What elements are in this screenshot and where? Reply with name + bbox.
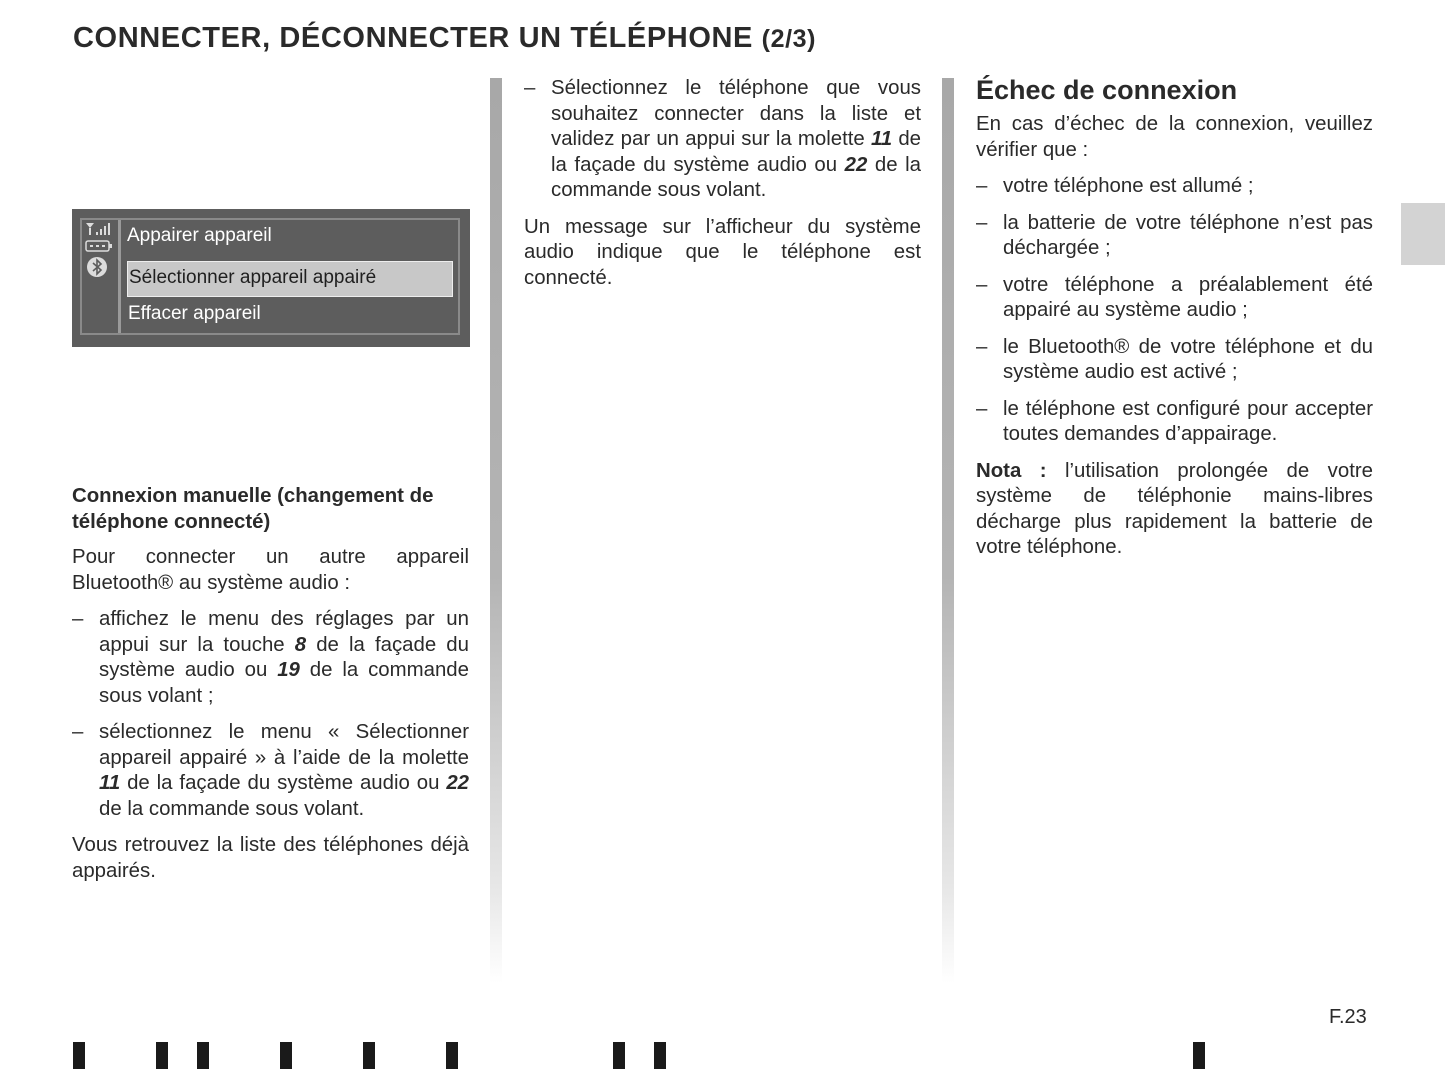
- page-number: F.23: [1329, 1006, 1367, 1028]
- list-item: – le téléphone est configuré pour accepter toutes demandes d’appairage.: [976, 397, 1373, 445]
- audio-display-screenshot: [72, 209, 470, 347]
- bluetooth-icon: [86, 256, 108, 278]
- column-left: [72, 484, 469, 895]
- manual-connection-steps: [72, 607, 469, 822]
- nota-label: Nota :: [976, 459, 1047, 482]
- crop-mark: [197, 1042, 209, 1069]
- page-part: (2/3): [761, 25, 817, 53]
- section-tab: [1401, 203, 1445, 265]
- column-divider-left: [490, 78, 502, 983]
- manual-connection-heading: Connexion manuelle (changement de téléphone connecté): [72, 485, 434, 533]
- crop-mark: [363, 1042, 375, 1069]
- menu-item-delete-device: Effacer appareil: [128, 303, 261, 324]
- page-title: CONNECTER, DÉCONNECTER UN TÉLÉPHONE (2/3): [73, 22, 817, 54]
- menu-item-selected-highlight: [127, 261, 453, 297]
- crop-mark: [613, 1042, 625, 1069]
- crop-mark: [446, 1042, 458, 1069]
- crop-mark: [73, 1042, 85, 1069]
- crop-mark: [156, 1042, 168, 1069]
- crop-mark: [654, 1042, 666, 1069]
- paired-list-note: Vous retrouvez la liste des téléphones déjà appairés.: [72, 834, 469, 882]
- list-item: – Sélectionnez le téléphone que vous souhaitez connecter dans la liste et validez par un appui sur la molette 11 de la façade du système audio ou 22 de la commande sous volant.: [524, 77, 922, 201]
- column-divider-right: [942, 78, 954, 983]
- list-item: – sélectionnez le menu « Sélectionner appareil appairé » à l’aide de la molette 11 de la façade du système audio ou 22 de la commande sous volant.: [72, 721, 469, 820]
- signal-strength-icon: [85, 222, 113, 236]
- connected-message: Un message sur l’afficheur du système audio indique que le téléphone est connecté.: [524, 215, 921, 289]
- column-right: [976, 74, 1373, 572]
- battery-icon: [85, 239, 113, 253]
- connect-steps: [524, 76, 921, 204]
- list-item: – votre téléphone est allumé ;: [976, 175, 1254, 197]
- display-icon-column: [82, 220, 121, 333]
- list-item: – affichez le menu des réglages par un appui sur la touche 8 de la façade du système audio ou 19 de la commande sous volant ;: [72, 608, 469, 707]
- crop-mark: [1193, 1042, 1205, 1069]
- list-item: – le Bluetooth® de votre téléphone et du système audio est activé ;: [976, 335, 1373, 383]
- column-middle: [524, 76, 921, 302]
- list-item: – la batterie de votre téléphone n’est pas déchargée ;: [976, 211, 1373, 259]
- menu-item-pair-device: Appairer appareil: [127, 225, 272, 246]
- connection-checks: [976, 174, 1373, 448]
- menu-item-select-paired-device: Sélectionner appareil appairé: [129, 267, 377, 288]
- nota-paragraph: Nota : l’utilisation prolongée de votre système de téléphonie mains-libres décharge plus rapidement la batterie de votre téléphone.: [976, 459, 1373, 558]
- list-item: – votre téléphone a préalablement été appairé au système audio ;: [976, 273, 1373, 321]
- connection-failure-intro: En cas d’échec de la connexion, veuillez vérifier que :: [976, 113, 1373, 161]
- connection-failure-heading: Échec de connexion: [976, 75, 1238, 105]
- crop-mark: [280, 1042, 292, 1069]
- manual-connection-intro: Pour connecter un autre appareil Bluetooth® au système audio :: [72, 546, 469, 594]
